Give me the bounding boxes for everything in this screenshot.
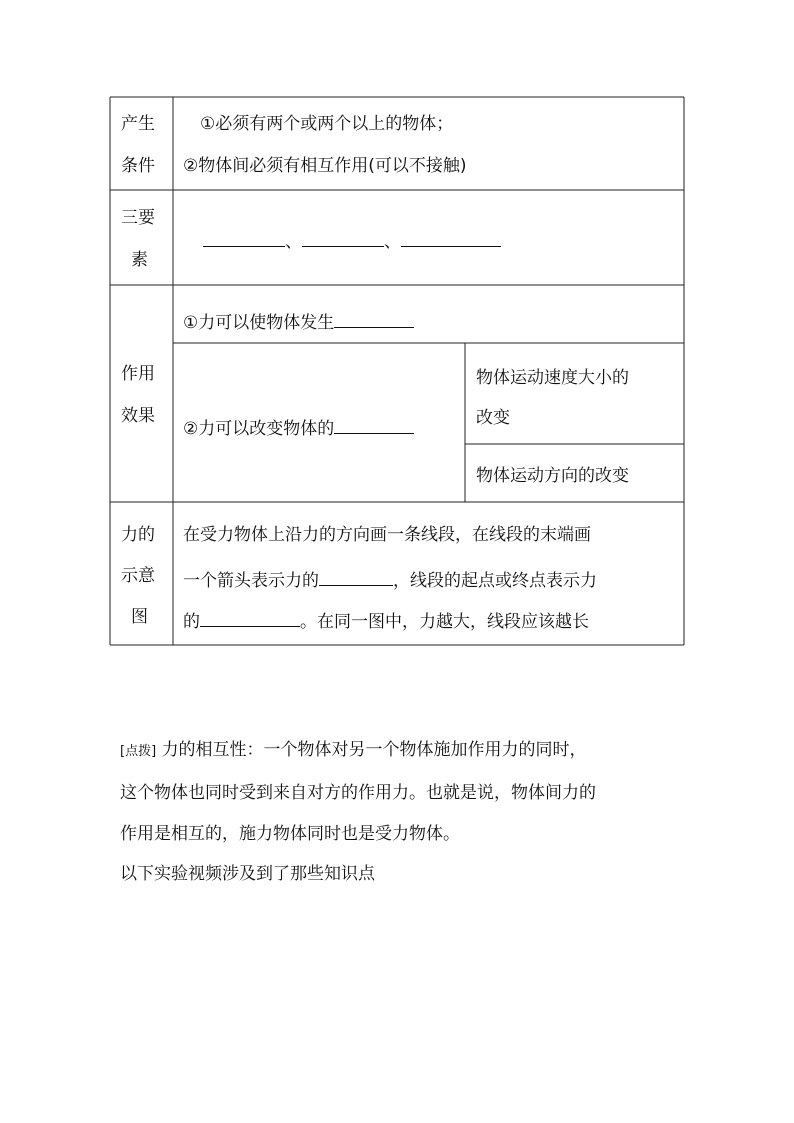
row1-label-line1: 产生: [121, 114, 155, 134]
row4-label-line3: 图: [131, 607, 148, 627]
three-elements-blanks: [203, 229, 501, 252]
row2-label-line2: 素: [131, 250, 148, 270]
diagram-desc-line1: 在受力物体上沿力的方向画一条线段，在线段的末端画: [183, 525, 591, 545]
condition-line-2: ②物体间必须有相互作用(可以不接触): [183, 156, 467, 176]
diagram-desc-line3: [183, 609, 589, 632]
effect-2: [183, 416, 414, 439]
effect-2-text: ②力可以改变物体的: [183, 419, 335, 439]
note-line-4: 以下实验视频涉及到了那些知识点: [120, 864, 375, 884]
blank-force-direction[interactable]: [319, 568, 393, 586]
blank-force-application-point[interactable]: [200, 609, 300, 627]
diagram-desc-line3-b: 。在同一图中，力越大，线段应该越长: [300, 612, 589, 632]
row3-label-line2: 效果: [121, 406, 155, 426]
sub-effect-speed-line1: 物体运动速度大小的: [476, 368, 629, 388]
effect-1-text: ①力可以使物体发生: [183, 313, 335, 333]
condition-line-1: ①必须有两个或两个以上的物体；: [200, 114, 454, 134]
separator-1: 、: [285, 232, 302, 252]
note-tag: [点拨]: [120, 744, 157, 759]
row4-label-line2: 示意: [121, 566, 155, 586]
diagram-desc-line2-b: ，线段的起点或终点表示力: [393, 571, 597, 591]
note-line-1: [120, 740, 587, 762]
diagram-desc-line3-a: 的: [183, 612, 200, 632]
blank-element-2[interactable]: [302, 229, 384, 247]
blank-element-1[interactable]: [203, 229, 285, 247]
diagram-desc-line2: [183, 568, 597, 591]
blank-deformation[interactable]: [334, 310, 414, 328]
sub-effect-speed-line2: 改变: [476, 408, 510, 428]
note-line-2: 这个物体也同时受到来自对方的作用力。也就是说，物体间力的: [120, 783, 596, 803]
row4-label-line1: 力的: [121, 525, 155, 545]
note-line-3: 作用是相互的，施力物体同时也是受力物体。: [120, 824, 460, 844]
blank-motion-state[interactable]: [334, 416, 414, 434]
row3-label-line1: 作用: [121, 364, 155, 384]
blank-element-3[interactable]: [401, 229, 501, 247]
effect-1: [183, 310, 414, 333]
sub-effect-direction: 物体运动方向的改变: [476, 466, 629, 486]
note-line-1-text: 力的相互性：一个物体对另一个物体施加作用力的同时，: [161, 740, 587, 760]
separator-2: 、: [384, 232, 401, 252]
row1-label-line2: 条件: [121, 156, 155, 176]
diagram-desc-line2-a: 一个箭头表示力的: [183, 571, 319, 591]
row2-label-line1: 三要: [121, 208, 155, 228]
